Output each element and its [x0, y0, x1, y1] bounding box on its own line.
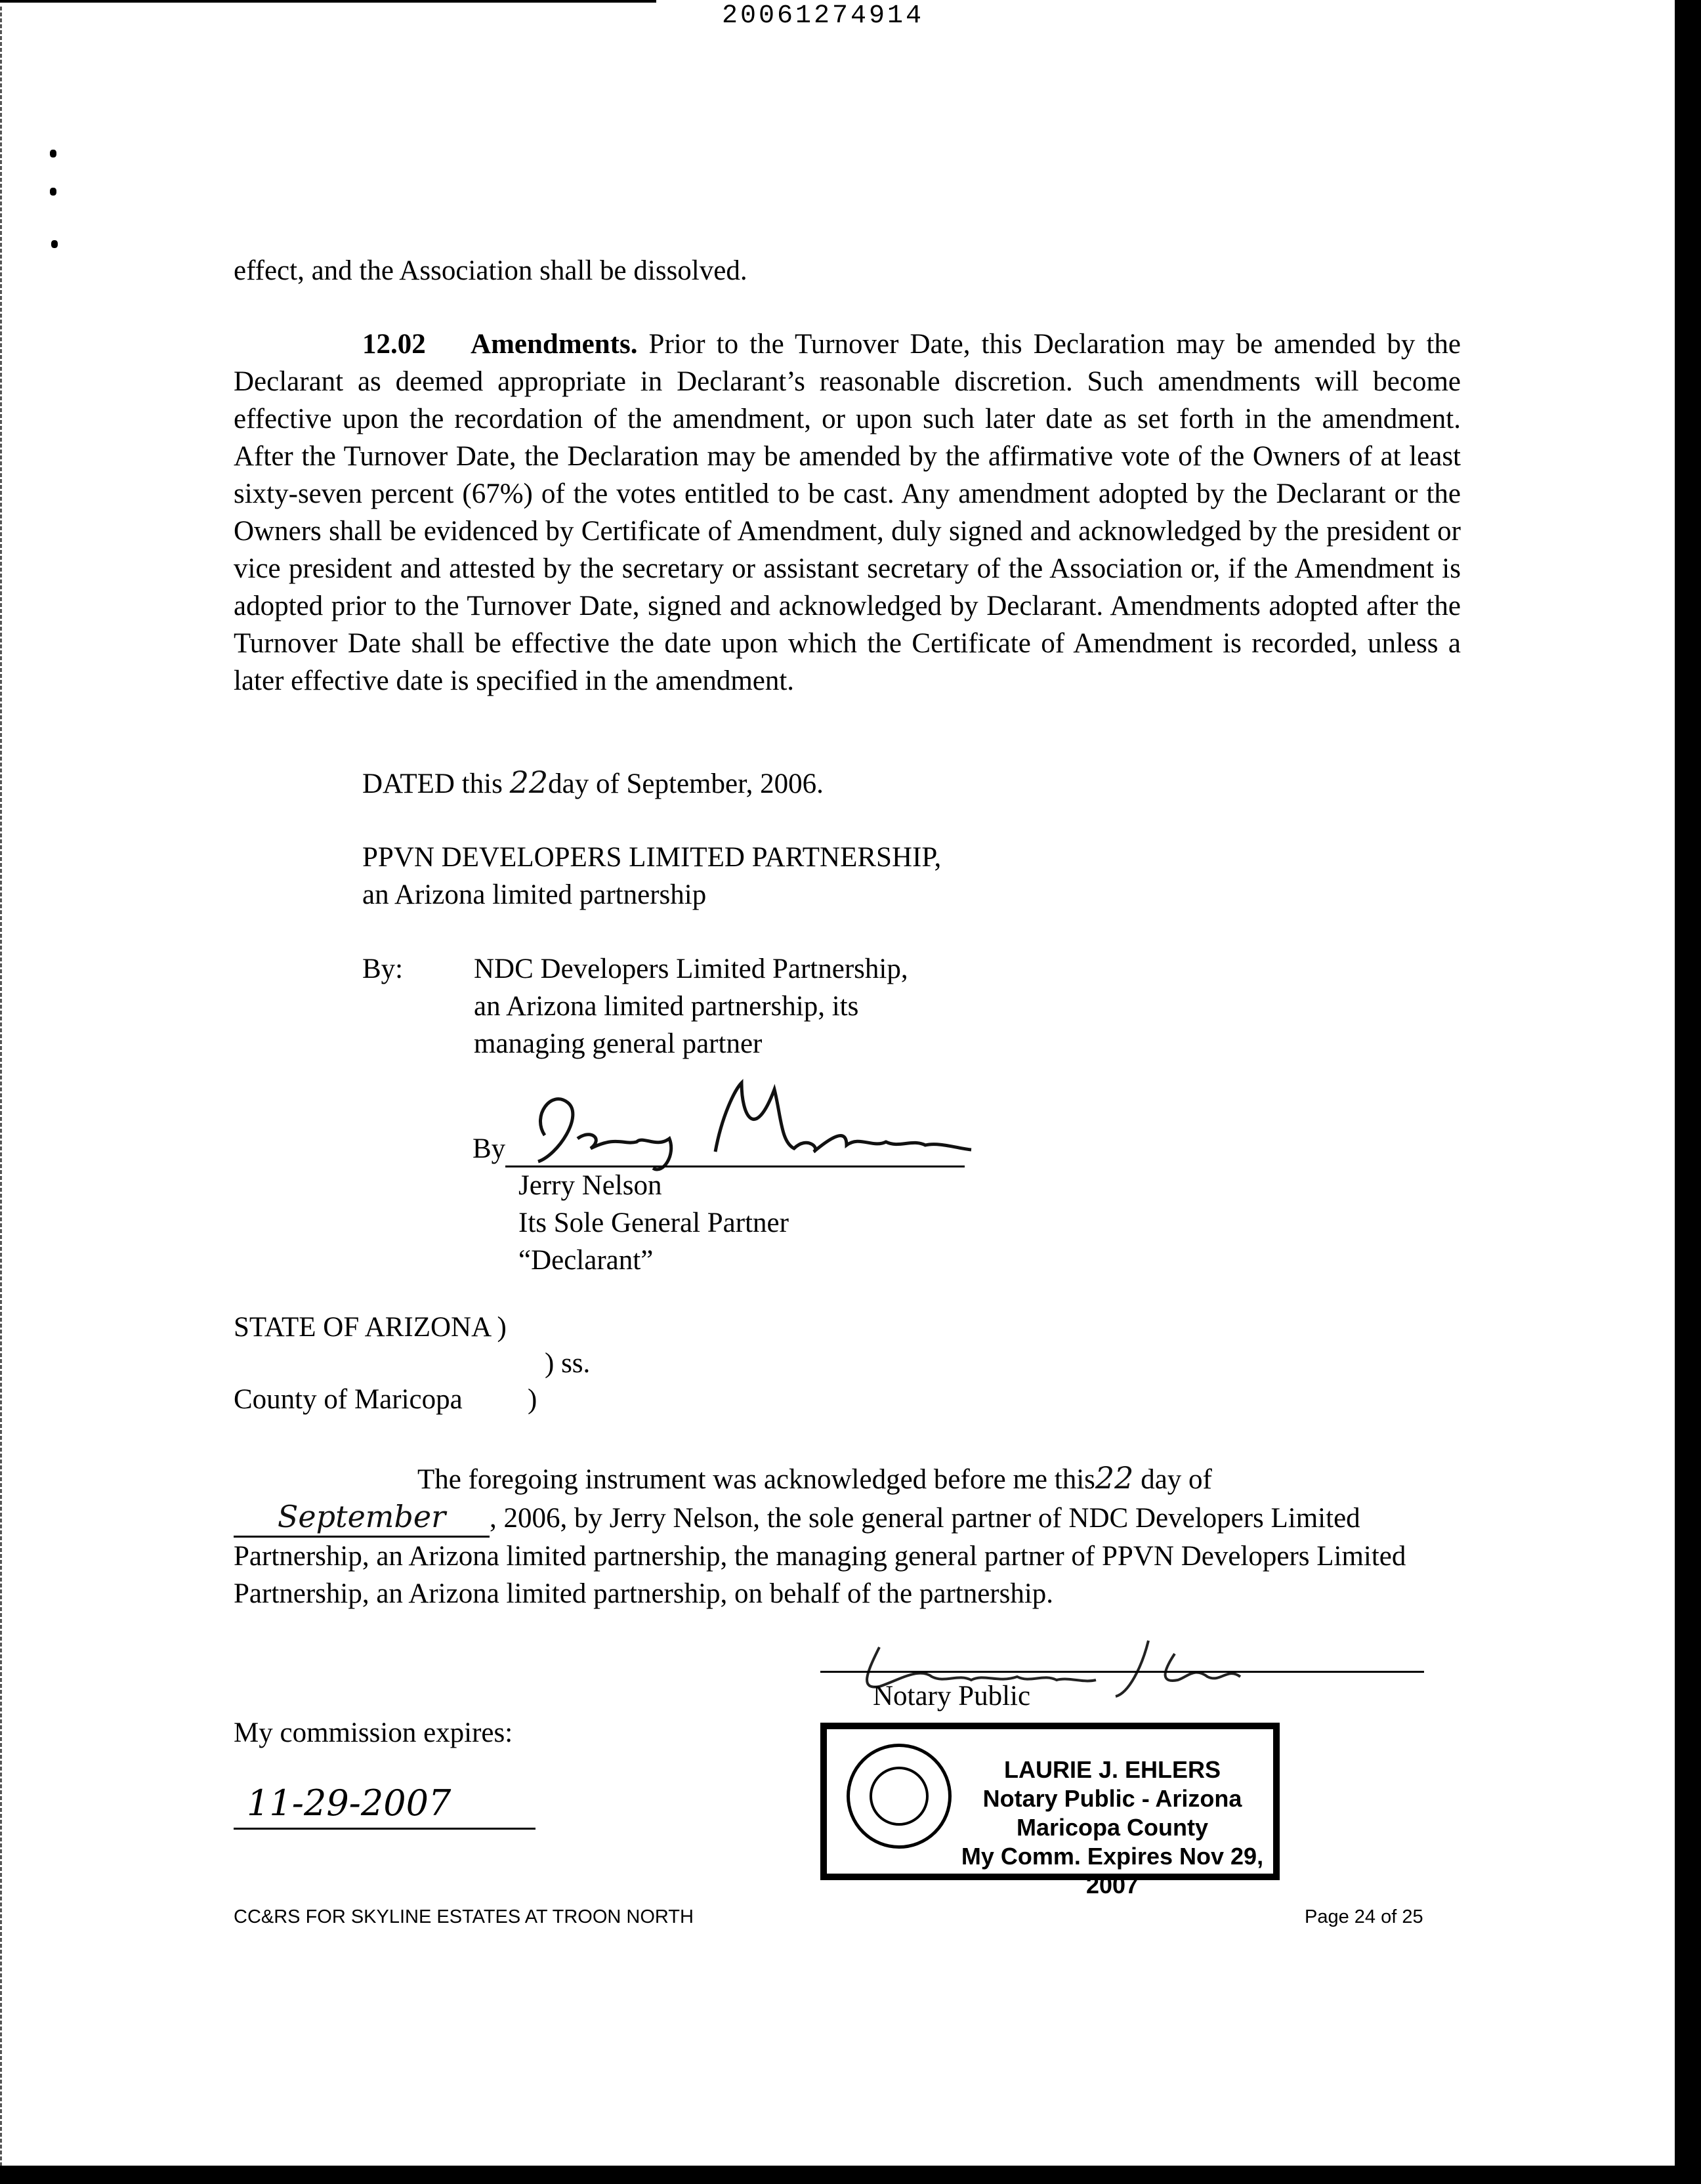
section-number: 12.02 — [362, 329, 426, 360]
by-label: By: — [362, 954, 404, 984]
commission-date-handwritten: 11-29-2007 — [247, 1782, 452, 1824]
by-entity-line: NDC Developers Limited Partnership, — [474, 954, 908, 984]
dated-suffix: day of September, 2006. — [548, 768, 824, 799]
stamp-commission: Notary Public - Arizona — [982, 1785, 1242, 1812]
document-number: 20061274914 — [722, 1, 925, 31]
stamp-text — [958, 1755, 1267, 1900]
scan-edge-left — [0, 7, 2, 2172]
ack-part3: , 2006, by Jerry Nelson, the sole general partner of NDC Developers Limited Partnership, an Arizona limited partnership, the managing general partner of PPVN Developers Limited Partnership, an Arizona limited partnership, on behalf of the partnership. — [234, 1503, 1406, 1609]
signer-title: Its Sole General Partner — [518, 1208, 789, 1238]
paragraph-continuation: effect, and the Association shall be dissolved. — [234, 255, 747, 286]
ack-month-handwritten: September — [234, 1498, 490, 1538]
venue-block — [234, 1309, 590, 1417]
scan-edge-bottom — [0, 2166, 1701, 2184]
section-text: Prior to the Turnover Date, this Declaration may be amended by the Declarant as deemed appropriate in Declarant’s reasonable discretion. Such amendments will become effective upon the recordation of the amendment, or upon such later date as set forth in the amendment. After the Turnover Date, the Declaration may be amended by the affirmative vote of the Owners of at least sixty-seven percent (67%) of the votes entitled to be cast. Any amendment adopted by the Declarant or the Owners shall be evidenced by Certificate of Amendment, duly signed and acknowledged by the president or vice president and attested by the secretary or assistant secretary of the Association or, if the Amendment is adopted prior to the Turnover Date, signed and acknowledged by Declarant. Amendments adopted after the Turnover Date shall be effective the date upon which the Certificate of Amendment is recorded, unless a later effective date is specified in the amendment. — [234, 329, 1461, 696]
venue-county-paren: ) — [528, 1384, 537, 1415]
signature-graphic — [505, 1076, 978, 1175]
commission-date-field — [234, 1782, 536, 1830]
state-seal-icon — [847, 1744, 952, 1849]
venue-ss: ) ss. — [545, 1348, 591, 1379]
notary-title: Notary Public — [873, 1681, 1031, 1712]
stamp-expiry: My Comm. Expires Nov 29, 2007 — [961, 1843, 1264, 1899]
commission-label: My commission expires: — [234, 1717, 513, 1748]
signer-name: Jerry Nelson — [518, 1170, 662, 1201]
company-block — [362, 839, 941, 914]
company-name: PPVN DEVELOPERS LIMITED PARTNERSHIP, — [362, 842, 942, 873]
by-entity-line: an Arizona limited partnership, its — [474, 991, 859, 1022]
dated-line — [362, 764, 824, 803]
signature-jerry-nelson — [505, 1076, 978, 1178]
footer-title: CC&RS FOR SKYLINE ESTATES AT TROON NORTH — [234, 1906, 694, 1927]
section-amendments — [234, 326, 1461, 700]
scan-speck — [51, 240, 58, 248]
scan-speck — [50, 188, 56, 196]
scan-edge-top — [0, 0, 656, 3]
by-entity — [474, 950, 1064, 1062]
venue-state: STATE OF ARIZONA ) — [234, 1312, 507, 1343]
ack-day-handwritten: 22 — [1095, 1460, 1134, 1496]
by-entity-line: managing general partner — [474, 1028, 763, 1059]
scan-edge-right — [1675, 0, 1701, 2184]
dated-prefix: DATED this — [362, 768, 510, 799]
dated-day-handwritten: 22 — [509, 765, 549, 800]
stamp-county: Maricopa County — [1016, 1814, 1209, 1841]
notary-stamp — [820, 1723, 1280, 1899]
acknowledgment-paragraph — [234, 1460, 1461, 1612]
venue-county: County of Maricopa — [234, 1384, 463, 1415]
signer-role: “Declarant” — [518, 1245, 654, 1276]
ack-part1: The foregoing instrument was acknowledged before me this — [417, 1464, 1095, 1495]
seal-inner-ring — [870, 1767, 929, 1826]
company-type: an Arizona limited partnership — [362, 879, 707, 910]
venue-county-row — [234, 1381, 590, 1417]
ack-part2: day of — [1133, 1464, 1212, 1495]
footer-page-number: Page 24 of 25 — [1305, 1906, 1423, 1927]
stamp-name: LAURIE J. EHLERS — [1003, 1756, 1221, 1783]
notary-signature-line — [820, 1671, 1424, 1673]
section-heading: Amendments. — [471, 329, 638, 360]
signer-by-label: By — [472, 1133, 506, 1164]
scan-speck — [50, 150, 56, 158]
signer-block — [518, 1167, 789, 1279]
